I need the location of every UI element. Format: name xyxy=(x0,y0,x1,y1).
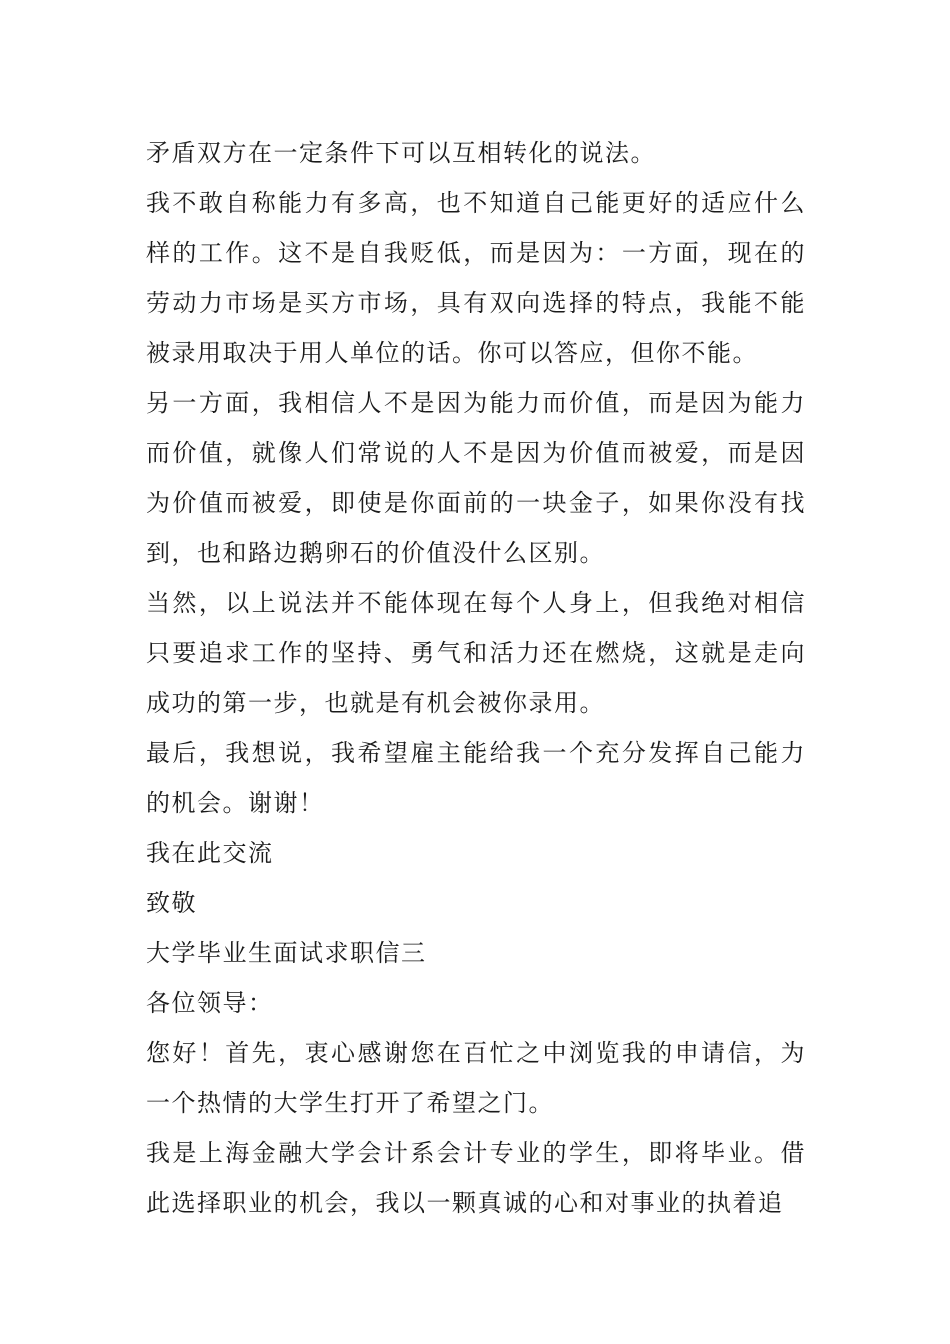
paragraph-contradiction: 矛盾双方在一定条件下可以互相转化的说法。 xyxy=(146,139,656,167)
document-body xyxy=(146,128,806,1228)
salutation: 各位领导： xyxy=(146,989,274,1017)
paragraph-closing: 最后，我想说，我希望雇主能给我一个充分发挥自己能力的机会。谢谢！ xyxy=(146,739,806,817)
paragraph-greeting: 您好！首先，衷心感谢您在百忙之中浏览我的申请信，为一个热情的大学生打开了希望之门。 xyxy=(146,1039,806,1117)
paragraph-exchange: 我在此交流 xyxy=(146,839,274,867)
paragraph-introduction: 我是上海金融大学会计系会计专业的学生，即将毕业。借此选择职业的机会，我以一颗真诚的心和对事业的执着追 xyxy=(146,1139,806,1217)
paragraph-persistence: 当然，以上说法并不能体现在每个人身上，但我绝对相信只要追求工作的坚持、勇气和活力还在燃烧，这就是走向成功的第一步，也就是有机会被你录用。 xyxy=(146,589,806,717)
paragraph-salute: 致敬 xyxy=(146,889,197,917)
section-title: 大学毕业生面试求职信三 xyxy=(146,939,427,967)
paragraph-ability: 我不敢自称能力有多高，也不知道自己能更好的适应什么样的工作。这不是自我贬低，而是因为：一方面，现在的劳动力市场是买方市场，具有双向选择的特点，我能不能被录用取决于用人单位的话。你可以答应，但你不能。 xyxy=(146,189,806,367)
paragraph-value: 另一方面，我相信人不是因为能力而价值，而是因为能力而价值，就像人们常说的人不是因为价值而被爱，而是因为价值而被爱，即使是你面前的一块金子，如果你没有找到，也和路边鹅卵石的价值没什么区别。 xyxy=(146,389,806,567)
